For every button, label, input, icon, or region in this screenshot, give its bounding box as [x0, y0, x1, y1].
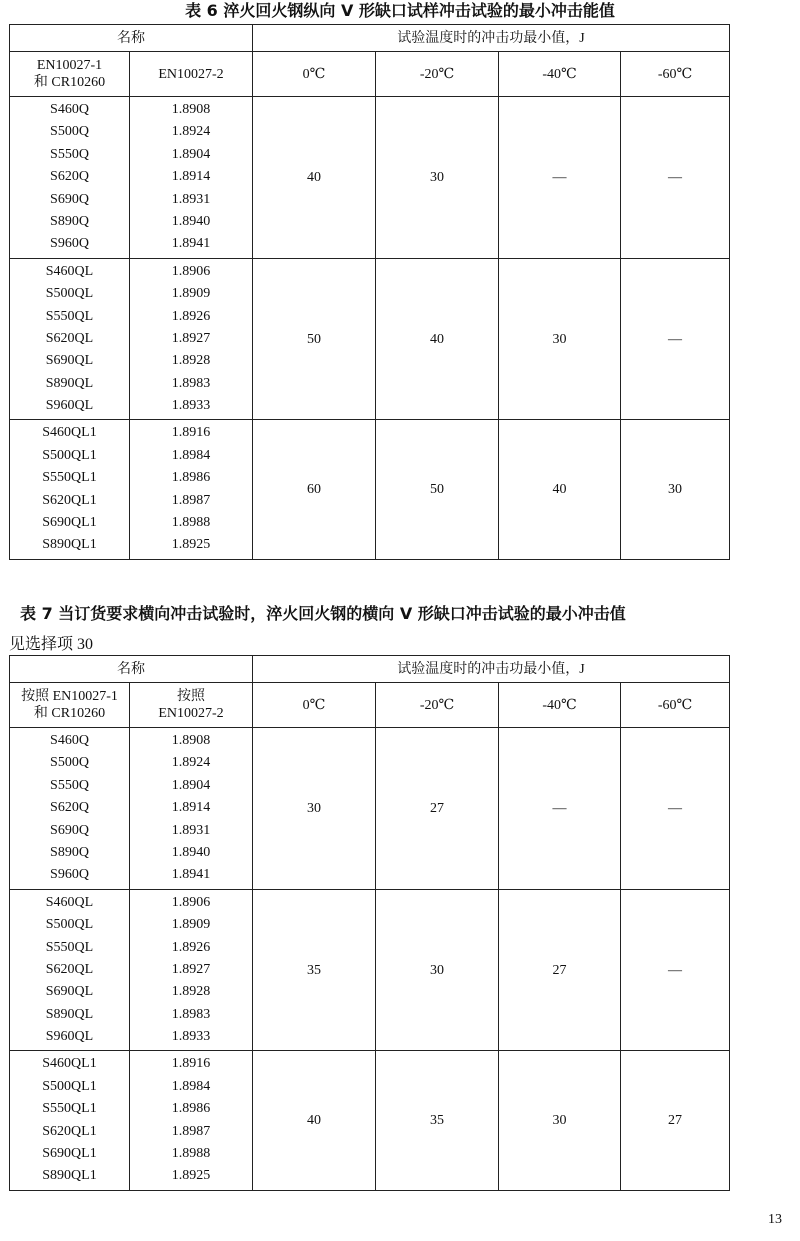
- steel-number: 1.8909: [171, 286, 211, 302]
- table7-caption-note: 见选择项 30: [9, 636, 94, 653]
- steel-number: 1.8986: [171, 470, 211, 486]
- group-row: [10, 889, 730, 1051]
- header-col2-line1: EN10027-2: [158, 66, 224, 82]
- header-col2-line1: 按照: [177, 689, 205, 704]
- steel-grade: S550Q: [50, 777, 89, 793]
- steel-number: 1.8931: [171, 822, 211, 838]
- impact-value: 30: [621, 420, 730, 559]
- header-temp-0: 0℃: [253, 52, 376, 97]
- steel-grade: S500QL: [45, 286, 94, 302]
- steel-number: 1.8924: [171, 755, 211, 771]
- header-temp: 试验温度时的冲击功最小值，J: [253, 25, 730, 52]
- steel-number: 1.8983: [171, 375, 211, 391]
- steel-grade: S500Q: [50, 755, 89, 771]
- steel-grade: S890Q: [50, 844, 89, 860]
- steel-number: 1.8904: [171, 146, 211, 162]
- impact-value: 40: [253, 1051, 376, 1190]
- steel-number: 1.8940: [171, 213, 211, 229]
- steel-grade: S460Q: [50, 102, 89, 117]
- header-col2: [130, 683, 253, 728]
- steel-number: 1.8926: [171, 308, 211, 324]
- header-name: 名称: [10, 656, 253, 683]
- steel-number: 1.8906: [171, 263, 211, 279]
- steel-number: 1.8941: [171, 867, 211, 883]
- steel-number: 1.8927: [171, 961, 211, 977]
- header-temp-1: -20℃: [376, 52, 499, 97]
- header-name: 名称: [10, 25, 253, 52]
- steel-number-cell: [130, 420, 253, 559]
- header-col1-line2: 和 CR10260: [33, 75, 106, 90]
- steel-grade: S690QL1: [42, 515, 97, 531]
- group-row: [10, 258, 730, 420]
- steel-number: 1.8933: [171, 398, 211, 414]
- steel-grade: S620Q: [50, 169, 89, 185]
- table6-caption: 表 6 淬火回火钢纵向 V 形缺口试样冲击试验的最小冲击能值: [185, 1, 615, 20]
- steel-grade-cell: [10, 258, 130, 420]
- impact-value: 30: [499, 258, 621, 420]
- steel-number: 1.8925: [171, 1168, 211, 1184]
- steel-number: 1.8906: [171, 894, 211, 910]
- steel-number: 1.8928: [171, 984, 211, 1000]
- steel-number: 1.8928: [171, 353, 211, 369]
- steel-grade: S960QL: [45, 1029, 94, 1045]
- header-col2-line2: EN10027-2: [158, 706, 224, 721]
- impact-value: 30: [376, 889, 499, 1051]
- steel-number: 1.8987: [171, 1123, 211, 1139]
- header-temp-2: -40℃: [499, 52, 621, 97]
- steel-grade-cell: [10, 97, 130, 259]
- impact-value: 35: [376, 1051, 499, 1190]
- steel-grade: S550QL1: [42, 470, 97, 486]
- steel-grade: S620QL: [45, 330, 94, 346]
- table7-caption: 表 7 当订货要求横向冲击试验时，淬火回火钢的横向 V 形缺口冲击试验的最小冲击值: [20, 604, 626, 623]
- steel-grade: S960QL: [45, 398, 94, 414]
- steel-grade: S500Q: [50, 124, 89, 140]
- header-col1-line2: 和 CR10260: [33, 706, 106, 721]
- steel-grade: S550Q: [50, 146, 89, 162]
- header-temp-1: -20℃: [376, 683, 499, 728]
- steel-grade: S890Q: [50, 213, 89, 229]
- impact-value: 50: [253, 258, 376, 420]
- steel-grade: S460QL1: [42, 425, 97, 441]
- steel-number-cell: [130, 97, 253, 259]
- steel-number: 1.8914: [171, 800, 211, 816]
- header-col1: [10, 683, 130, 728]
- impact-value: 27: [376, 728, 499, 890]
- steel-number: 1.8940: [171, 844, 211, 860]
- steel-grade-cell: [10, 420, 130, 559]
- header-temp-2: -40℃: [499, 683, 621, 728]
- header-temp-3: -60℃: [621, 683, 730, 728]
- steel-grade-cell: [10, 889, 130, 1051]
- impact-value: 50: [376, 420, 499, 559]
- steel-number: 1.8931: [171, 191, 211, 207]
- steel-grade: S890QL1: [42, 1168, 97, 1184]
- impact-value: 40: [253, 97, 376, 259]
- steel-grade: S690QL: [45, 984, 94, 1000]
- group-row: [10, 97, 730, 259]
- steel-number-cell: [130, 728, 253, 890]
- steel-number: 1.8988: [171, 1146, 211, 1162]
- impact-value: —: [621, 728, 730, 890]
- steel-grade: S960Q: [50, 236, 89, 252]
- impact-value: —: [499, 728, 621, 890]
- impact-value: —: [621, 258, 730, 420]
- steel-grade: S690QL: [45, 353, 94, 369]
- impact-value: 40: [499, 420, 621, 559]
- header-temp-3: -60℃: [621, 52, 730, 97]
- steel-grade: S460QL1: [42, 1056, 97, 1072]
- steel-grade: S460Q: [50, 733, 89, 748]
- steel-grade: S460QL: [45, 263, 94, 279]
- steel-grade: S620Q: [50, 800, 89, 816]
- impact-value: 60: [253, 420, 376, 559]
- steel-grade: S690Q: [50, 822, 89, 838]
- steel-grade: S890QL: [45, 375, 94, 391]
- steel-grade: S550QL: [45, 308, 94, 324]
- steel-number: 1.8927: [171, 330, 211, 346]
- impact-value: 35: [253, 889, 376, 1051]
- steel-number-cell: [130, 1051, 253, 1190]
- steel-grade: S550QL: [45, 939, 94, 955]
- steel-number: 1.8941: [171, 236, 211, 252]
- impact-value: 30: [253, 728, 376, 890]
- steel-grade: S500QL1: [42, 447, 97, 463]
- steel-number: 1.8926: [171, 939, 211, 955]
- impact-value: —: [621, 97, 730, 259]
- impact-value: 27: [621, 1051, 730, 1190]
- group-row: [10, 1051, 730, 1190]
- steel-number-cell: [130, 889, 253, 1051]
- header-temp-0: 0℃: [253, 683, 376, 728]
- steel-number: 1.8988: [171, 515, 211, 531]
- steel-grade: S620QL1: [42, 1123, 97, 1139]
- table7: [9, 655, 730, 1191]
- steel-number: 1.8916: [171, 1056, 211, 1072]
- impact-value: 40: [376, 258, 499, 420]
- steel-grade: S690QL1: [42, 1146, 97, 1162]
- steel-number: 1.8987: [171, 492, 211, 508]
- header-col1-line1: 按照 EN10027-1: [21, 689, 118, 704]
- page-number: 13: [768, 1212, 782, 1227]
- steel-number: 1.8908: [171, 102, 211, 117]
- steel-number: 1.8984: [171, 1078, 211, 1094]
- impact-value: 27: [499, 889, 621, 1051]
- impact-value: —: [499, 97, 621, 259]
- steel-grade-cell: [10, 728, 130, 890]
- steel-grade: S460QL: [45, 894, 94, 910]
- steel-grade: S620QL: [45, 961, 94, 977]
- steel-grade: S690Q: [50, 191, 89, 207]
- steel-grade-cell: [10, 1051, 130, 1190]
- steel-grade: S890QL: [45, 1006, 94, 1022]
- steel-grade: S960Q: [50, 867, 89, 883]
- impact-value: 30: [499, 1051, 621, 1190]
- impact-value: 30: [376, 97, 499, 259]
- header-temp: 试验温度时的冲击功最小值，J: [253, 656, 730, 683]
- steel-grade: S890QL1: [42, 537, 97, 553]
- steel-number: 1.8909: [171, 917, 211, 933]
- steel-number: 1.8904: [171, 777, 211, 793]
- steel-number: 1.8933: [171, 1029, 211, 1045]
- steel-number: 1.8914: [171, 169, 211, 185]
- steel-grade: S620QL1: [42, 492, 97, 508]
- steel-grade: S500QL: [45, 917, 94, 933]
- steel-number: 1.8986: [171, 1101, 211, 1117]
- steel-number: 1.8908: [171, 733, 211, 748]
- steel-number: 1.8916: [171, 425, 211, 441]
- header-col1: [10, 52, 130, 97]
- group-row: [10, 420, 730, 559]
- steel-number: 1.8924: [171, 124, 211, 140]
- steel-grade: S550QL1: [42, 1101, 97, 1117]
- impact-value: —: [621, 889, 730, 1051]
- steel-number: 1.8984: [171, 447, 211, 463]
- header-col1-line1: EN10027-1: [36, 58, 103, 73]
- steel-number: 1.8925: [171, 537, 211, 553]
- steel-number: 1.8983: [171, 1006, 211, 1022]
- table6: [9, 24, 730, 560]
- group-row: [10, 728, 730, 890]
- steel-number-cell: [130, 258, 253, 420]
- header-col2: [130, 52, 253, 97]
- steel-grade: S500QL1: [42, 1078, 97, 1094]
